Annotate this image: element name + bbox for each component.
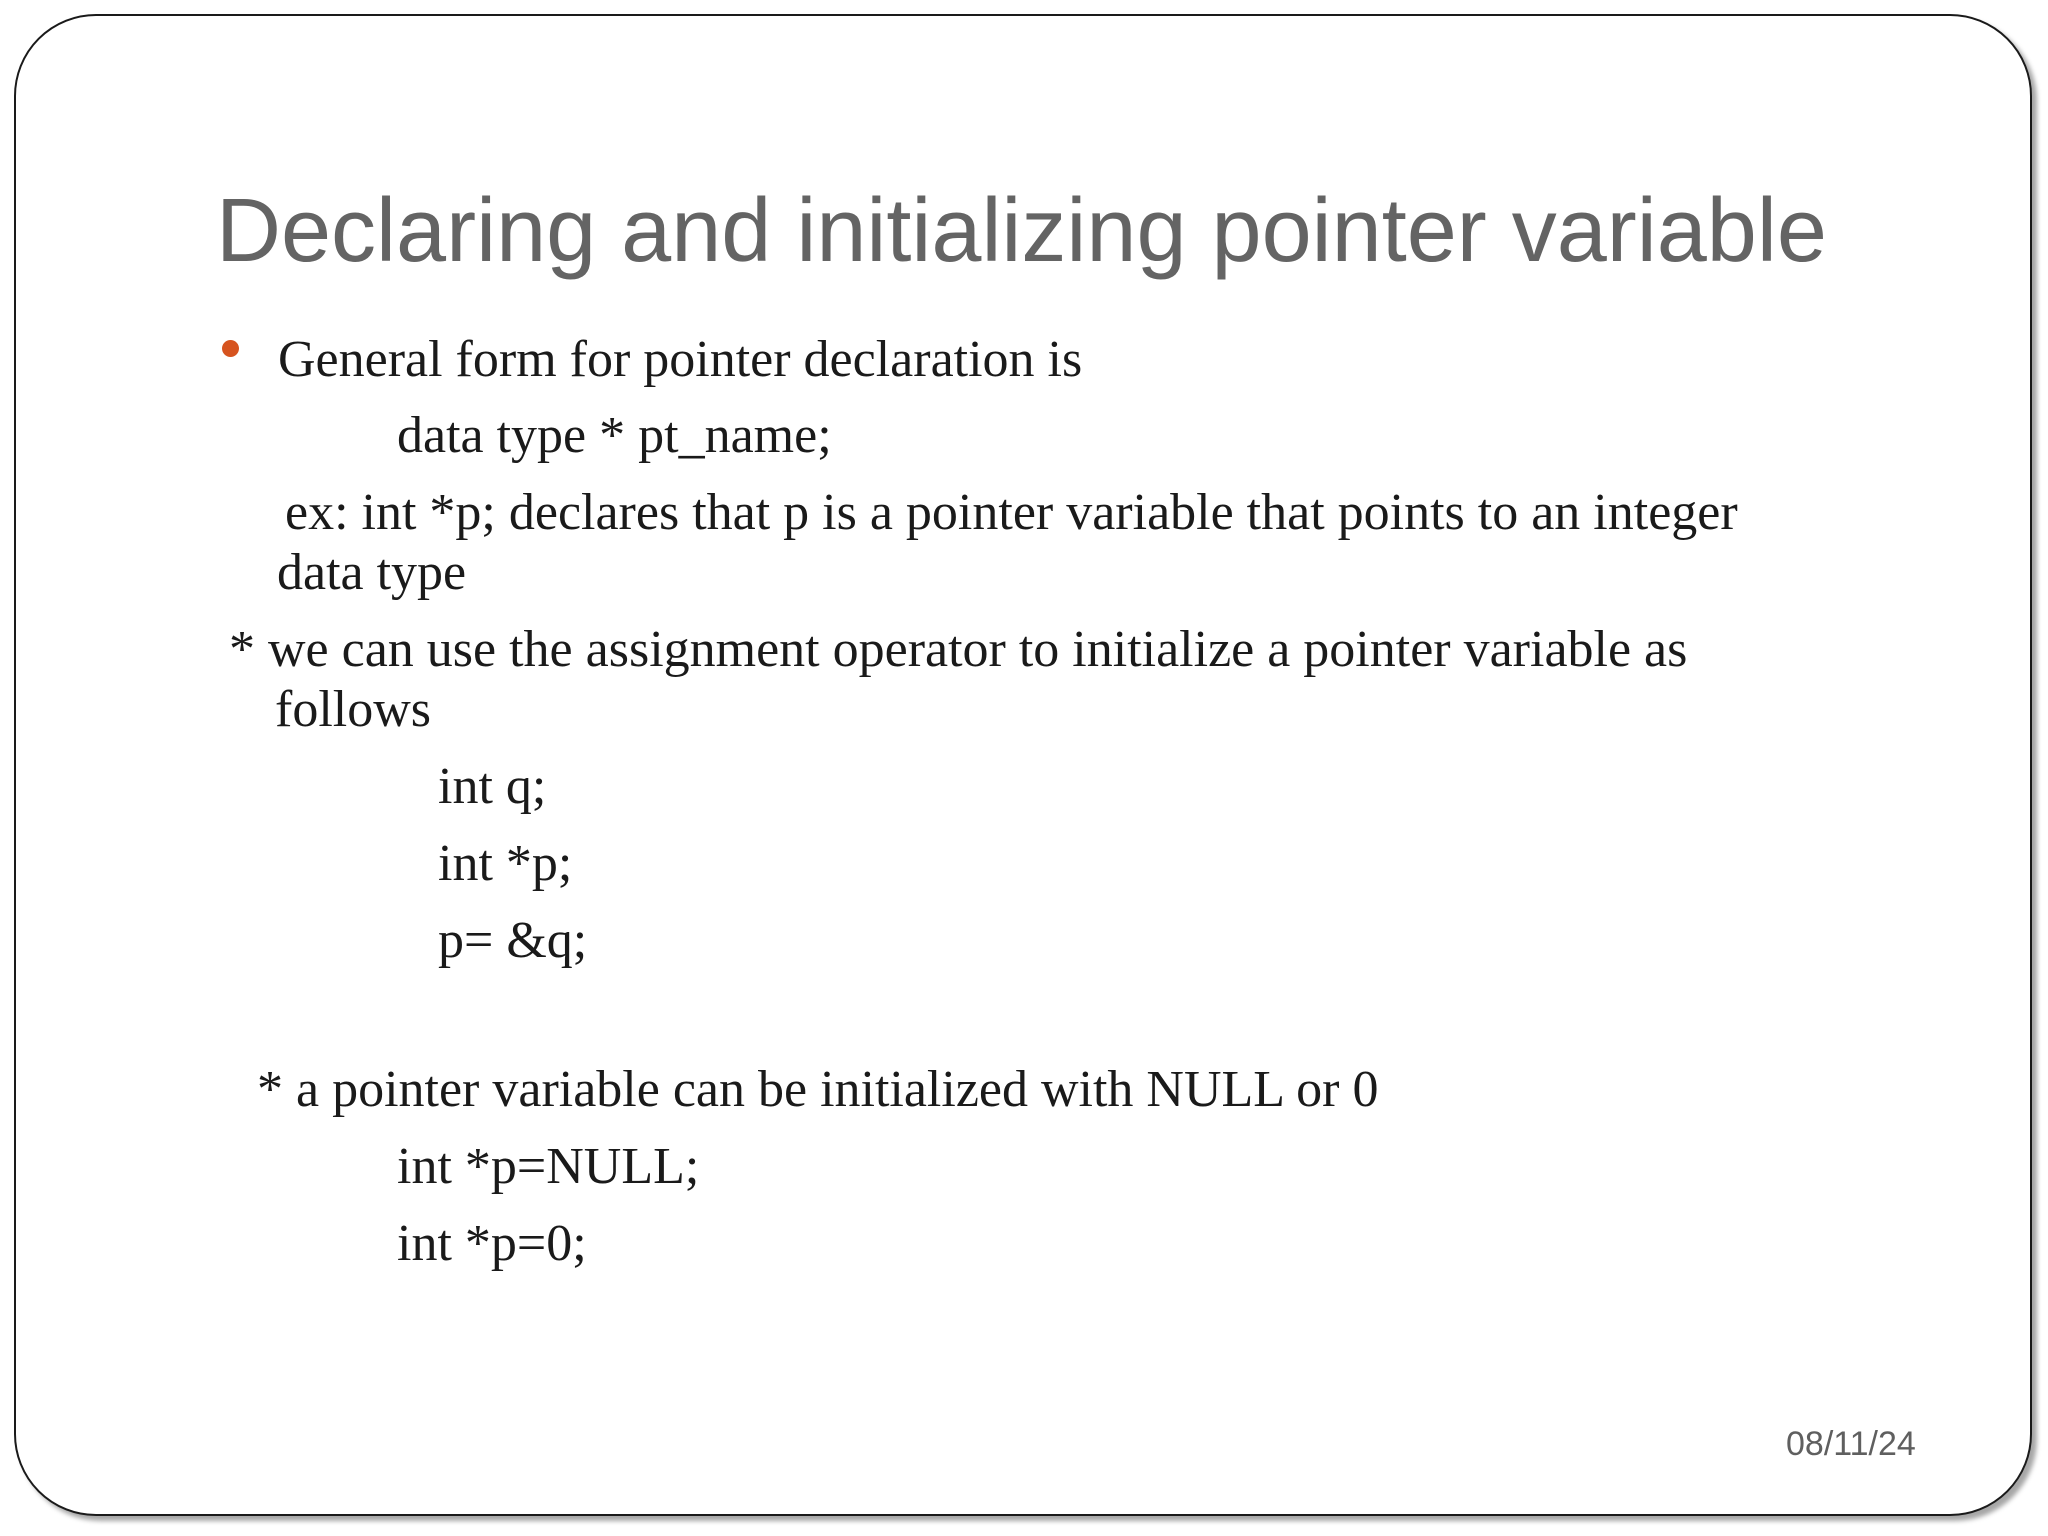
bullet-dot-icon [222,340,239,357]
general-form-bullet: General form for pointer declaration is [278,331,1083,388]
code-int-p: int *p; [438,835,573,892]
null-initialization-note: * a pointer variable can be initialized with NULL or 0 [257,1061,1379,1118]
assignment-note-line-1: * we can use the assignment operator to initialize a pointer variable as [229,621,1688,678]
example-line-1: ex: int *p; declares that p is a pointer variable that points to an integer [285,484,1738,541]
code-assign: p= &q; [438,912,588,969]
slide-title: Declaring and initializing pointer variable [216,181,1827,281]
assignment-note-line-2: follows [275,681,431,738]
slide-date: 08/11/24 [1786,1425,1916,1463]
code-zero: int *p=0; [397,1215,587,1272]
example-line-2: data type [277,544,467,601]
declaration-syntax: data type * pt_name; [397,407,832,464]
code-null: int *p=NULL; [397,1138,700,1195]
code-int-q: int q; [438,758,547,815]
